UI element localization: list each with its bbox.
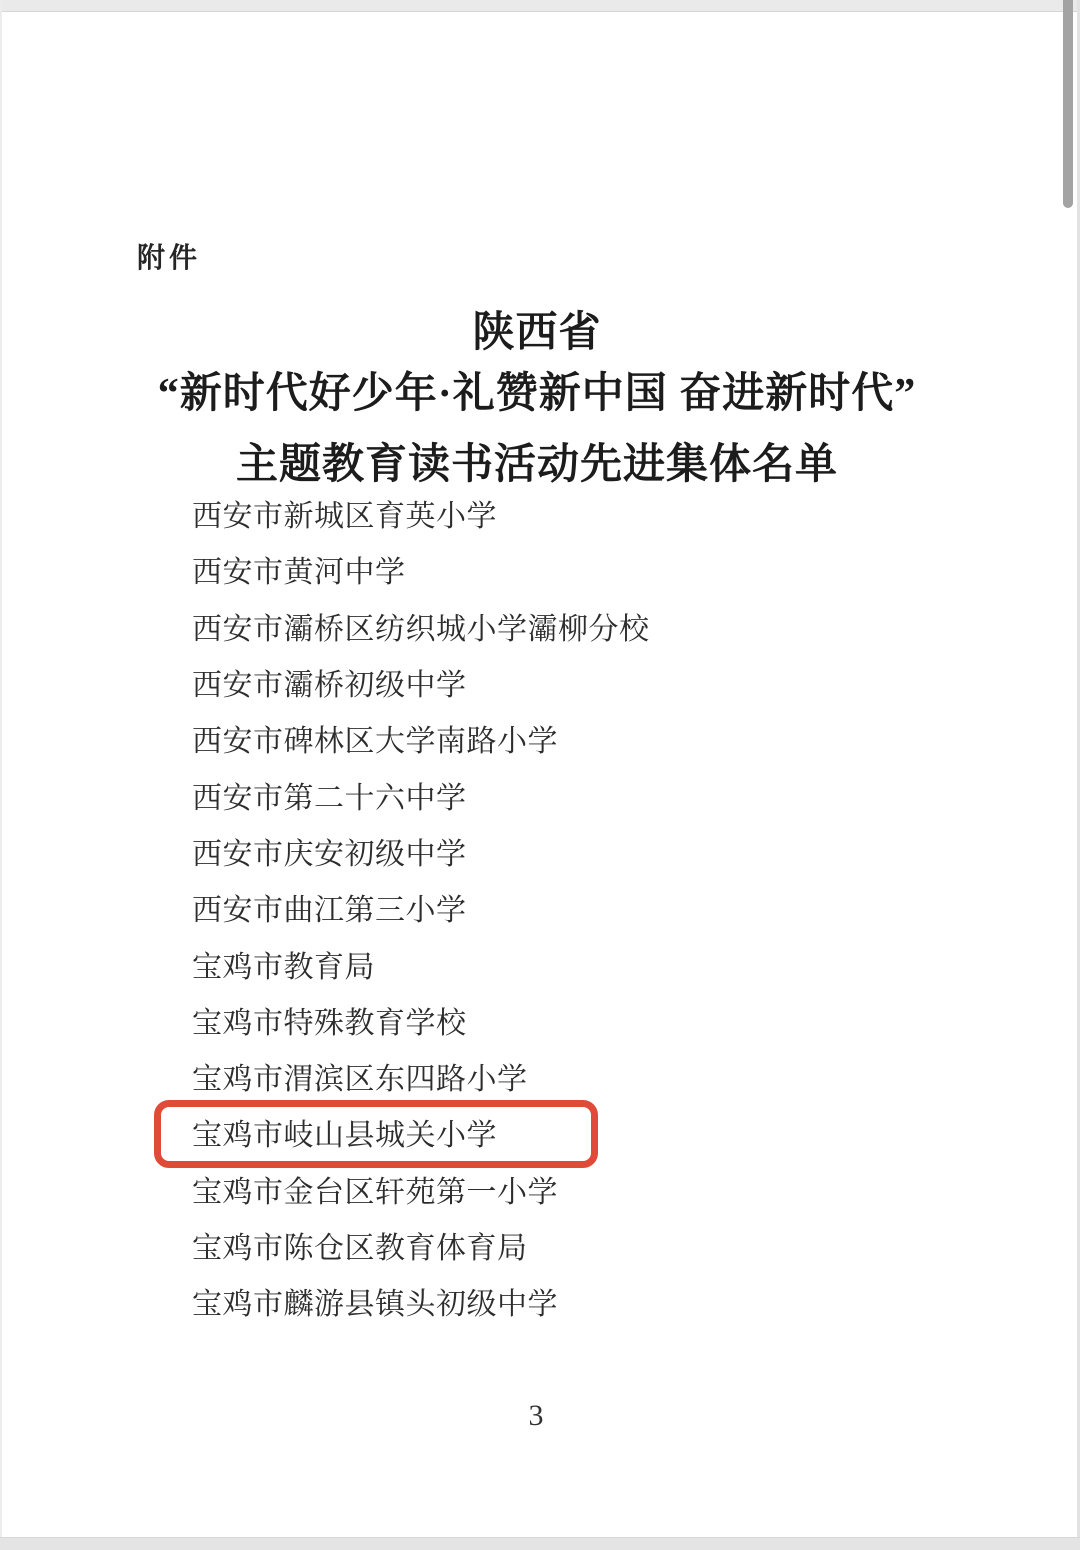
list-item	[192, 654, 892, 710]
school-name: 西安市庆安初级中学	[192, 837, 467, 871]
school-name: 宝鸡市金台区轩苑第一小学	[192, 1175, 558, 1209]
school-name: 西安市灞桥区纺织城小学灞柳分校	[192, 612, 650, 646]
viewer-bottom-bar	[0, 1537, 1080, 1550]
scrollbar-thumb[interactable]	[1063, 0, 1073, 208]
school-name: 宝鸡市特殊教育学校	[192, 1006, 467, 1040]
document-title-line-1: 陕西省	[472, 310, 602, 356]
list-item	[192, 935, 892, 991]
list-item	[192, 879, 892, 935]
list-item	[192, 1104, 892, 1160]
school-name: 西安市黄河中学	[192, 556, 406, 590]
school-name: 宝鸡市教育局	[192, 950, 375, 984]
school-name: 西安市曲江第三小学	[192, 894, 467, 928]
list-item	[192, 541, 892, 597]
list-item	[192, 710, 892, 766]
school-name: 西安市第二十六中学	[192, 781, 467, 815]
document-title-line-3: 主题教育读书活动先进集体名单	[235, 442, 838, 488]
list-item	[192, 823, 892, 879]
attachment-label: 附件	[137, 243, 202, 274]
school-list	[192, 485, 892, 1329]
list-item	[192, 1161, 892, 1217]
viewer-top-bar	[0, 0, 1080, 12]
school-name: 宝鸡市陈仓区教育体育局	[192, 1232, 528, 1265]
list-item	[192, 992, 892, 1048]
list-item	[192, 1048, 892, 1104]
page-number: 3	[528, 1399, 544, 1432]
school-name: 宝鸡市岐山县城关小学	[192, 1119, 497, 1153]
school-name: 宝鸡市麟游县镇头初级中学	[192, 1288, 558, 1322]
document-title-line-2: “新时代好少年·礼赞新中国 奋进新时代”	[157, 371, 917, 417]
list-item	[192, 766, 892, 822]
list-item	[192, 1217, 892, 1273]
list-item	[192, 1273, 892, 1329]
school-name: 西安市新城区育英小学	[192, 500, 497, 534]
list-item	[192, 485, 892, 541]
school-name: 西安市灞桥初级中学	[192, 669, 467, 703]
list-item	[192, 598, 892, 654]
school-name: 宝鸡市渭滨区东四路小学	[192, 1063, 528, 1097]
school-name: 西安市碑林区大学南路小学	[192, 725, 558, 759]
